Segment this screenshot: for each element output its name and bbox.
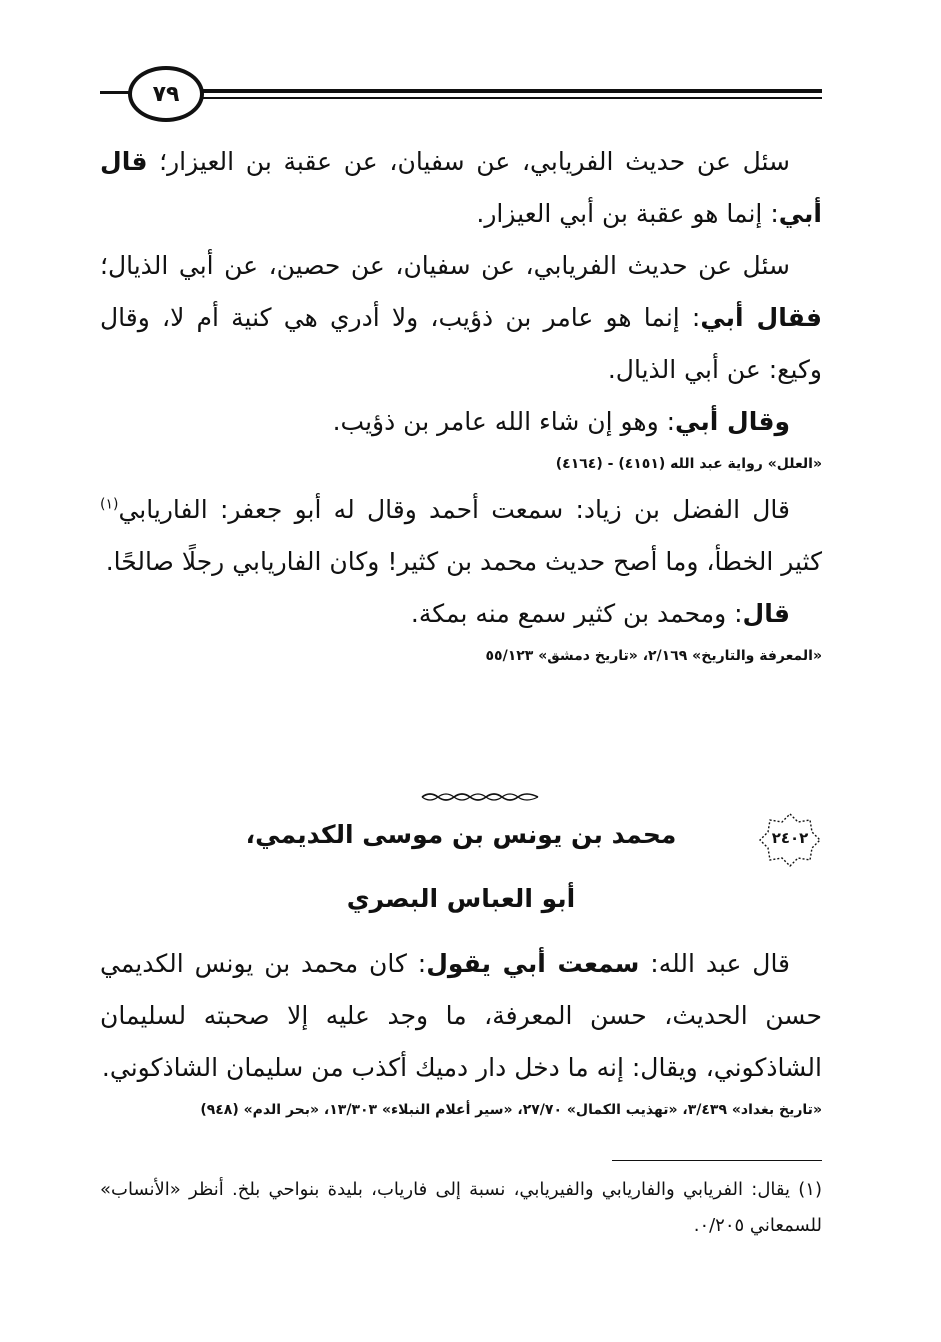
paragraph-bold-text: وقال أبي (675, 407, 790, 436)
paragraph-text: : ومحمد بن كثير سمع منه بمكة. (410, 599, 743, 628)
page-header (100, 60, 822, 130)
footnote-number: (١) (798, 1179, 822, 1200)
source-reference: «المعرفة والتاريخ» ٢/١٦٩، «تاريخ دمشق» ٥٥/١٢٣ (485, 648, 822, 664)
paragraph-bold-text: قال (742, 599, 790, 628)
paragraph-text: قال الفضل بن زياد: سمعت أحمد وقال له أبو جعفر: الفاريابي (118, 495, 790, 524)
paragraph (100, 484, 822, 588)
paragraph-text: سئل عن حديث الفريابي، عن سفيان، عن حصين، عن أبي الذيال؛ (100, 251, 790, 280)
page-number: ٧٩ (152, 81, 180, 107)
paragraph-text: كثير الخطأ، وما أصح حديث محمد بن كثير! وكان الفاريابي رجلًا صالحًا. (105, 547, 822, 576)
paragraph-text: سئل عن حديث الفريابي، عن سفيان، عن عقبة بن العيزار؛ (147, 147, 790, 176)
paragraph (100, 240, 822, 396)
paragraph-bold-text: سمعت أبي يقول (426, 949, 640, 978)
ornament-divider-icon (420, 790, 540, 804)
paragraph-text: : وهو إن شاء الله عامر بن ذؤيب. (332, 407, 676, 436)
source-reference: «العلل» رواية عبد الله (٤١٥١) - (٤١٦٤) (555, 456, 822, 472)
header-rule-thick (200, 89, 822, 93)
section-two (100, 938, 822, 1130)
paragraph-text: قال عبد الله: (639, 949, 791, 978)
footnote-rule (612, 1160, 822, 1161)
footnote (100, 1172, 822, 1244)
page-number-oval (128, 66, 204, 122)
entry-title: محمد بن يونس بن موسى الكديمي، (245, 820, 677, 849)
paragraph (100, 938, 822, 1094)
paragraph-bold-text: فقال أبي (700, 303, 822, 332)
footnote-marker: (١) (100, 496, 119, 513)
entry-subtitle: أبو العباس البصري (346, 884, 576, 913)
section-one (100, 136, 822, 676)
paragraph-text: : إنما هو عامر بن ذؤيب، ولا أدري هي كنية أم لا، وقال وكيع: عن أبي الذيال. (100, 303, 822, 384)
header-rule-thin (200, 97, 822, 99)
paragraph (100, 396, 822, 448)
header-rule-left (100, 91, 130, 94)
paragraph-text: : إنما هو عقبة بن أبي العيزار. (476, 199, 779, 228)
paragraph-bold-text: قال أبي (100, 147, 822, 228)
paragraph (100, 588, 822, 640)
source-reference: «تاريخ بغداد» ٣/٤٣٩، «تهذيب الكمال» ٢٧/٧٠، «سير أعلام النبلاء» ١٣/٣٠٣، «بحر الدم» (٩٤٨) (200, 1102, 822, 1118)
paragraph (100, 136, 822, 240)
footnote-text: يقال: الفريابي والفاريابي والفيريابي، نسبة إلى فارياب، بليدة بنواحي بلخ. أنظر «الأنساب» للسمعاني ٠/٢٠٥. (100, 1179, 822, 1236)
entry-number: ٢٤٠٢ (771, 829, 809, 847)
paragraph-text: : كان محمد بن يونس الكديمي حسن الحديث، حسن المعرفة، ما وجد عليه إلا صحبته لسليمان الشاذكوني، ويقال: إنه ما دخل دار دميك أكذب من سليمان الشاذكوني. (100, 949, 822, 1082)
